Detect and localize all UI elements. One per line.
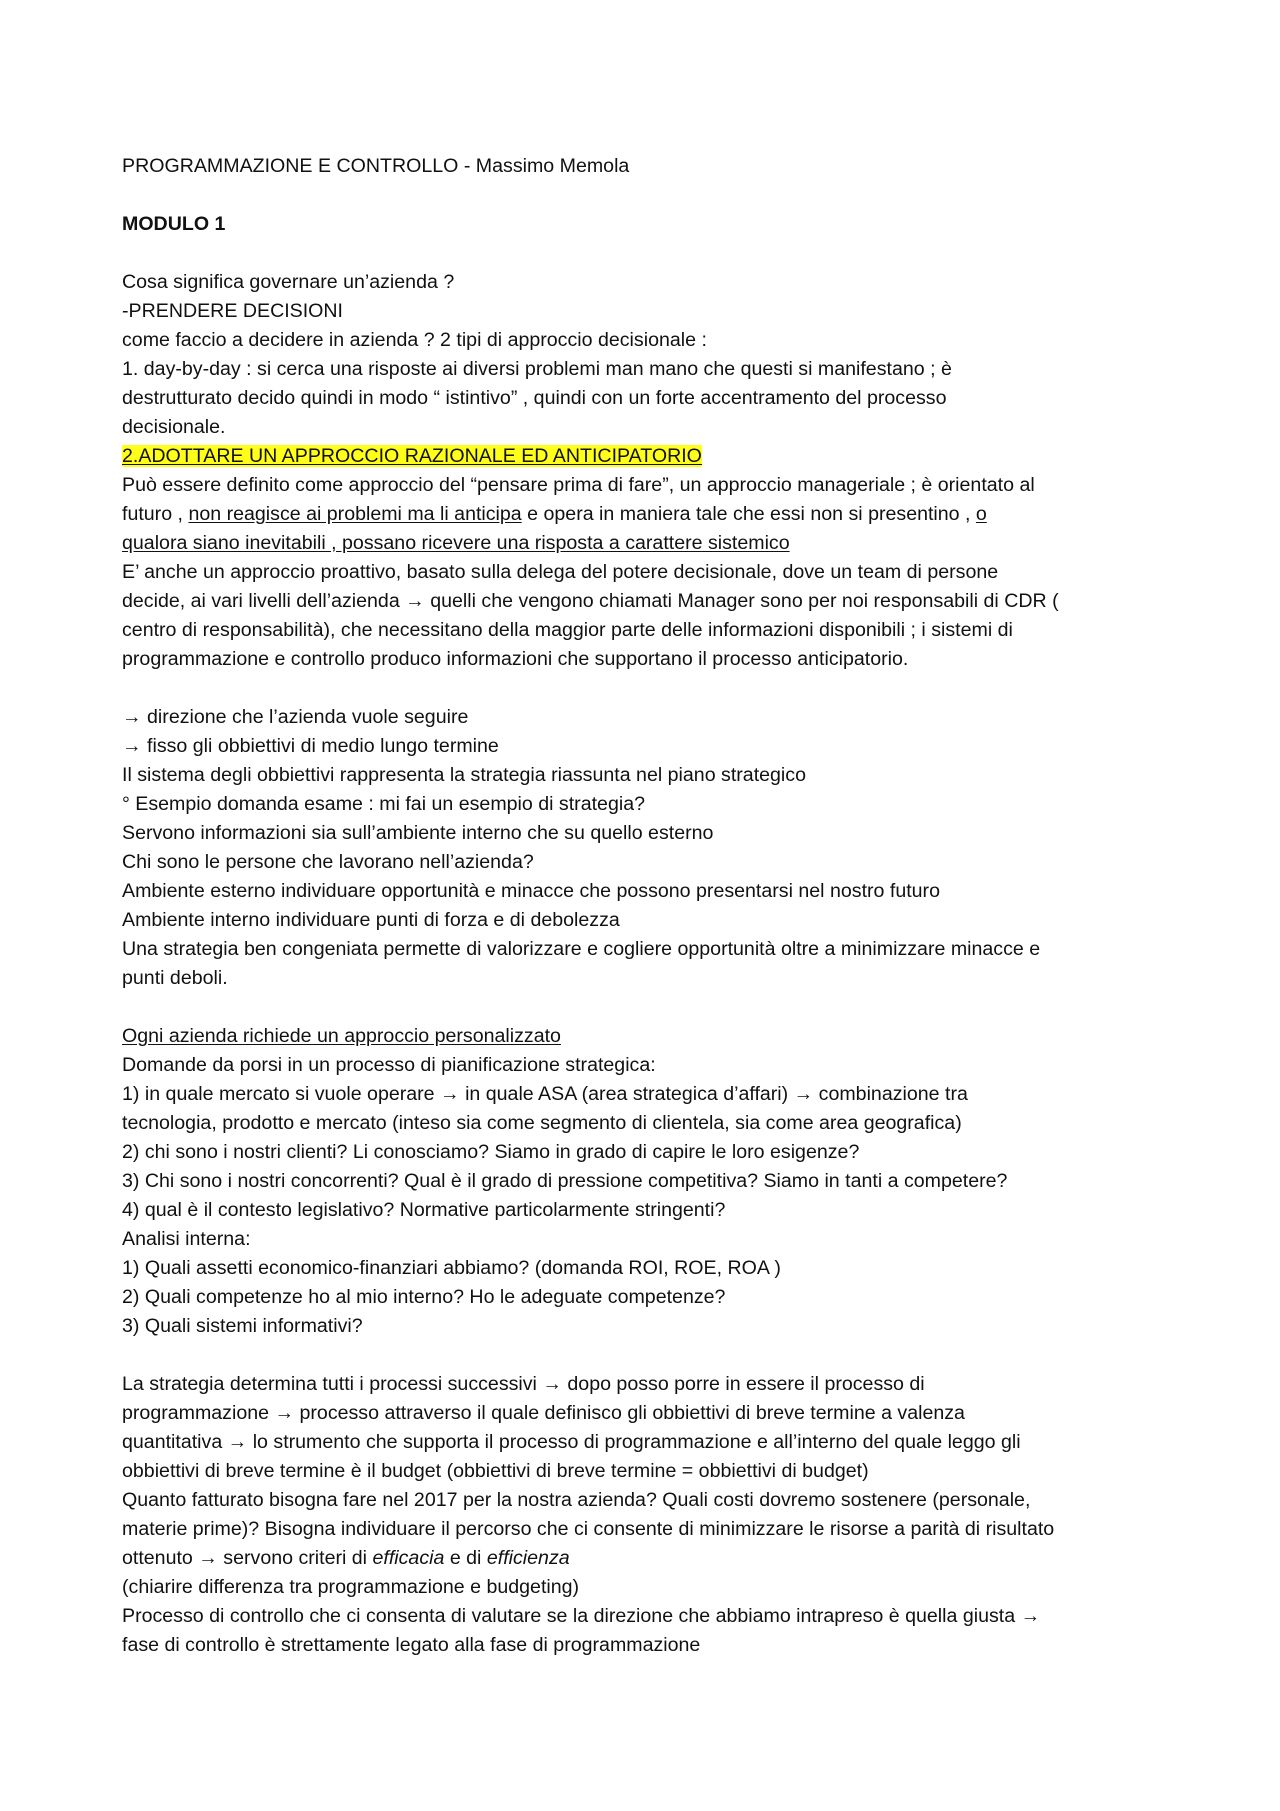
text-line	[122, 1544, 1160, 1573]
text-line: Cosa significa governare un’azienda ?	[122, 271, 455, 293]
text-line: → direzione che l’azienda vuole seguire	[122, 706, 469, 728]
text-line: programmazione → processo attraverso il quale definisco gli obbiettivi di breve termine a valenza	[122, 1402, 965, 1424]
text-line: 1. day-by-day : si cerca una risposte ai diversi problemi man mano che questi si manifestano ; è	[122, 358, 952, 380]
text-line: Una strategia ben congeniata permette di valorizzare e cogliere opportunità oltre a minimizzare minacce e	[122, 938, 1041, 960]
text-line: 2) chi sono i nostri clienti? Li conosciamo? Siamo in grado di capire le loro esigenze?	[122, 1141, 860, 1163]
underlined-text: non reagisce ai problemi ma li anticipa	[188, 503, 522, 525]
text-line: Ambiente interno individuare punti di forza e di debolezza	[122, 909, 620, 931]
text-span: e di	[444, 1547, 487, 1569]
document-title: PROGRAMMAZIONE E CONTROLLO - Massimo Memola	[122, 155, 630, 177]
text-line: Quanto fatturato bisogna fare nel 2017 per la nostra azienda? Quali costi dovremo sostenere (personale,	[122, 1489, 1031, 1511]
text-line: 1) Quali assetti economico-finanziari abbiamo? (domanda ROI, ROE, ROA )	[122, 1257, 781, 1279]
text-line: 3) Chi sono i nostri concorrenti? Qual è il grado di pressione competitiva? Siamo in tanti a competere?	[122, 1170, 1008, 1192]
text-line: Domande da porsi in un processo di pianificazione strategica:	[122, 1054, 656, 1076]
text-line	[122, 529, 1160, 558]
text-span: futuro ,	[122, 503, 189, 525]
text-line: decisionale.	[122, 416, 226, 438]
section-heading	[122, 1022, 1160, 1051]
italic-text: efficienza	[486, 1547, 570, 1569]
text-line: centro di responsabilità), che necessitano della maggior parte delle informazioni disponibili ; i sistemi di	[122, 619, 1013, 641]
text-line: Ambiente esterno individuare opportunità e minacce che possono presentarsi nel nostro futuro	[122, 880, 940, 902]
text-line: ° Esempio domanda esame : mi fai un esempio di strategia?	[122, 793, 645, 815]
text-line: → fisso gli obbiettivi di medio lungo termine	[122, 735, 499, 757]
text-line: come faccio a decidere in azienda ? 2 tipi di approccio decisionale :	[122, 329, 707, 351]
text-line: Processo di controllo che ci consenta di valutare se la direzione che abbiamo intrapreso è quella giusta →	[122, 1605, 1041, 1627]
italic-text: efficacia	[372, 1547, 445, 1569]
highlighted-heading	[122, 442, 1160, 471]
text-line: quantitativa → lo strumento che supporta il processo di programmazione e all’interno del quale leggo gli	[122, 1431, 1021, 1453]
underlined-text: o	[975, 503, 987, 525]
text-line: La strategia determina tutti i processi successivi → dopo posso porre in essere il processo di	[122, 1373, 925, 1395]
text-line: tecnologia, prodotto e mercato (inteso sia come segmento di clientela, sia come area geografica)	[122, 1112, 962, 1134]
text-line: -PRENDERE DECISIONI	[122, 300, 344, 322]
text-line: fase di controllo è strettamente legato alla fase di programmazione	[122, 1634, 701, 1656]
text-line: Chi sono le persone che lavorano nell’azienda?	[122, 851, 534, 873]
text-line	[122, 500, 1160, 529]
text-line: 2) Quali competenze ho al mio interno? Ho le adeguate competenze?	[122, 1286, 726, 1308]
text-line: materie prime)? Bisogna individuare il percorso che ci consente di minimizzare le risorse a parità di risultato	[122, 1518, 1055, 1540]
text-line: obbiettivi di breve termine è il budget (obbiettivi di breve termine = obbiettivi di budget)	[122, 1460, 869, 1482]
text-line: punti deboli.	[122, 967, 228, 989]
text-line: 1) in quale mercato si vuole operare → in quale ASA (area strategica d’affari) → combinazione tra	[122, 1083, 968, 1105]
text-line: Servono informazioni sia sull’ambiente interno che su quello esterno	[122, 822, 714, 844]
text-span: e opera in maniera tale che essi non si presentino ,	[521, 503, 976, 525]
module-heading: MODULO 1	[122, 213, 226, 235]
text-line: destrutturato decido quindi in modo “ istintivo” , quindi con un forte accentramento del processo	[122, 387, 947, 409]
underlined-text: qualora siano inevitabili , possano ricevere una risposta a carattere sistemico	[122, 532, 790, 554]
text-line: 4) qual è il contesto legislativo? Normative particolarmente stringenti?	[122, 1199, 726, 1221]
text-line: (chiarire differenza tra programmazione e budgeting)	[122, 1576, 580, 1598]
text-line: Può essere definito come approccio del “pensare prima di fare”, un approccio manageriale ; è orientato al	[122, 474, 1035, 496]
text-line: E’ anche un approccio proattivo, basato sulla delega del potere decisionale, dove un team di persone	[122, 561, 999, 583]
text-line: programmazione e controllo produco informazioni che supportano il processo anticipatorio.	[122, 648, 909, 670]
text-line: 3) Quali sistemi informativi?	[122, 1315, 363, 1337]
text-line: Analisi interna:	[122, 1228, 251, 1250]
text-span: ottenuto → servono criteri di	[122, 1547, 373, 1569]
text-line: decide, ai vari livelli dell’azienda → quelli che vengono chiamati Manager sono per noi responsabili di CDR (	[122, 590, 1059, 612]
underlined-text: Ogni azienda richiede un approccio personalizzato	[122, 1025, 561, 1047]
text-line: Il sistema degli obbiettivi rappresenta la strategia riassunta nel piano strategico	[122, 764, 806, 786]
highlight-text: 2.ADOTTARE UN APPROCCIO RAZIONALE ED ANTICIPATORIO	[122, 445, 702, 467]
